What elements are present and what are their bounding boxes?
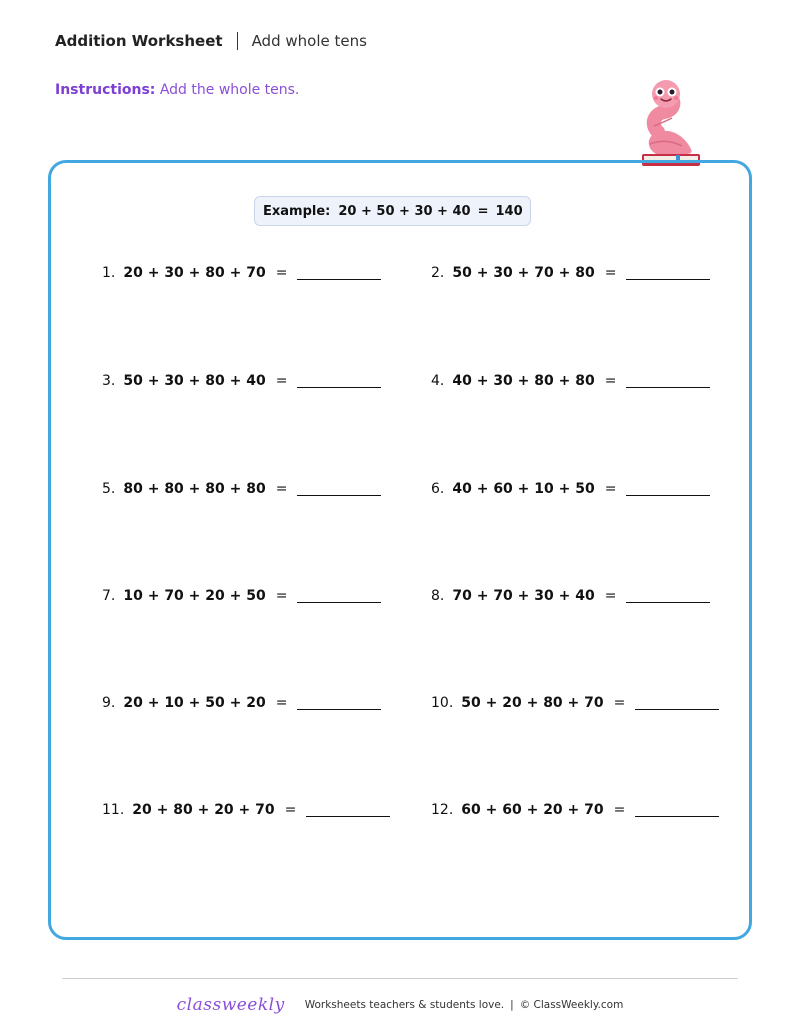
problem-9: [102, 692, 381, 714]
header-separator: [237, 32, 238, 50]
problem-expression: 60 + 60 + 20 + 70: [461, 802, 604, 818]
problem-equals: =: [613, 695, 626, 711]
problem-number: 7.: [102, 588, 116, 604]
problem-equals: =: [604, 373, 617, 389]
problem-2: [431, 262, 710, 284]
problem-expression: 50 + 20 + 80 + 70: [461, 695, 604, 711]
problem-expression: 10 + 70 + 20 + 50: [123, 588, 266, 604]
worksheet-header: [55, 30, 367, 52]
problem-number: 4.: [431, 373, 445, 389]
problem-number: 6.: [431, 481, 445, 497]
problem-10: [431, 692, 719, 714]
worm-on-book-icon: [636, 78, 706, 170]
worksheet-subtitle: Add whole tens: [251, 32, 367, 50]
problem-expression: 50 + 30 + 80 + 40: [123, 373, 266, 389]
problem-expression: 40 + 30 + 80 + 80: [452, 373, 595, 389]
problem-3: [102, 370, 381, 392]
example-label: Example:: [263, 203, 331, 219]
problem-equals: =: [613, 802, 626, 818]
example-expression: 20 + 50 + 30 + 40: [338, 203, 471, 219]
problem-expression: 70 + 70 + 30 + 40: [452, 588, 595, 604]
problem-number: 8.: [431, 588, 445, 604]
problem-equals: =: [275, 588, 288, 604]
problem-expression: 20 + 30 + 80 + 70: [123, 265, 266, 281]
problem-5: [102, 478, 381, 500]
problem-expression: 40 + 60 + 10 + 50: [452, 481, 595, 497]
problem-expression: 20 + 10 + 50 + 20: [123, 695, 266, 711]
footer-tagline: Worksheets teachers & students love.: [304, 999, 505, 1011]
answer-blank[interactable]: [635, 803, 719, 817]
footer: [0, 993, 800, 1017]
answer-blank[interactable]: [297, 374, 381, 388]
problem-equals: =: [275, 265, 288, 281]
worksheet-title: Addition Worksheet: [55, 32, 223, 50]
instructions-label: Instructions:: [55, 82, 156, 98]
problem-equals: =: [604, 265, 617, 281]
example-answer: 140: [495, 203, 523, 219]
answer-blank[interactable]: [297, 482, 381, 496]
example-box: [254, 196, 531, 226]
answer-blank[interactable]: [626, 374, 710, 388]
answer-blank[interactable]: [297, 266, 381, 280]
problem-expression: 50 + 30 + 70 + 80: [452, 265, 595, 281]
problem-equals: =: [604, 588, 617, 604]
problem-4: [431, 370, 710, 392]
instructions: [55, 82, 299, 98]
problem-number: 12.: [431, 802, 454, 818]
example-equals: =: [477, 203, 489, 219]
answer-blank[interactable]: [297, 589, 381, 603]
problem-number: 11.: [102, 802, 125, 818]
answer-blank[interactable]: [626, 589, 710, 603]
answer-blank[interactable]: [626, 482, 710, 496]
problem-11: [102, 799, 390, 821]
problem-equals: =: [604, 481, 617, 497]
problem-equals: =: [275, 481, 288, 497]
problem-number: 1.: [102, 265, 116, 281]
problem-number: 3.: [102, 373, 116, 389]
problem-8: [431, 585, 710, 607]
problem-number: 2.: [431, 265, 445, 281]
brand-logo: classweekly: [176, 995, 285, 1015]
problem-7: [102, 585, 381, 607]
problem-number: 5.: [102, 481, 116, 497]
footer-copyright: © ClassWeekly.com: [519, 999, 624, 1011]
problem-equals: =: [275, 695, 288, 711]
problem-1: [102, 262, 381, 284]
problem-12: [431, 799, 719, 821]
problem-equals: =: [284, 802, 297, 818]
footer-divider: [62, 978, 738, 979]
answer-blank[interactable]: [297, 696, 381, 710]
footer-separator: |: [510, 999, 514, 1011]
problem-equals: =: [275, 373, 288, 389]
problem-number: 9.: [102, 695, 116, 711]
problem-number: 10.: [431, 695, 454, 711]
problem-6: [431, 478, 710, 500]
instructions-text: Add the whole tens.: [159, 82, 300, 98]
answer-blank[interactable]: [626, 266, 710, 280]
problem-expression: 80 + 80 + 80 + 80: [123, 481, 266, 497]
answer-blank[interactable]: [306, 803, 390, 817]
problem-expression: 20 + 80 + 20 + 70: [132, 802, 275, 818]
answer-blank[interactable]: [635, 696, 719, 710]
